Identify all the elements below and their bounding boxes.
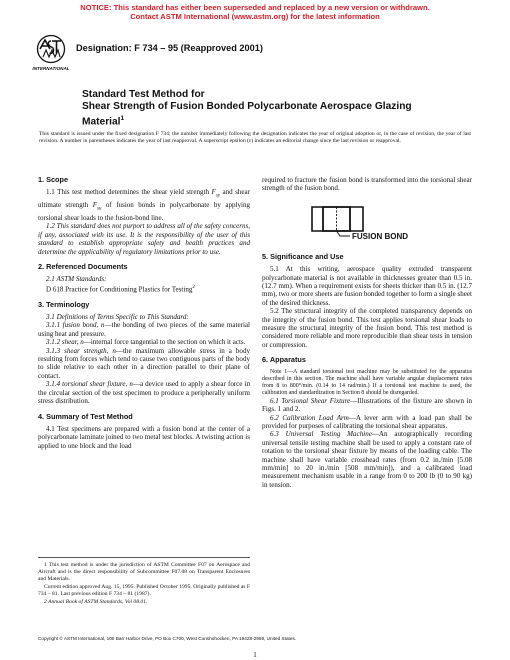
para-3-1-2: 3.1.2 shear, n—internal force tangential to the section on which it acts. <box>46 338 246 347</box>
issuance-statement: This standard is issued under the fixed designation F 734; the number immediately following the designation indicates the year of original adoption or, in the case of revision, the year of last revision. A number in parentheses indicates the year of last reapproval. A superscript epsilon (ε) indicates an editorial change since the last revision or reapproval. <box>39 131 471 144</box>
para-2-1: 2.1 ASTM Standards: <box>46 275 107 284</box>
footnote-2: 2 Annual Book of ASTM Standards, Vol 08.01. <box>44 598 148 605</box>
astm-logo <box>32 34 70 76</box>
para-6-3: 6.3 Universal Testing Machine—An autographically recording universal tensile testing machine shall be used to apply a constant rate of rotation to the torsional shear fixture by means of the loading cable. The machine shall have variable crosshead rates (from 0.2 in./min [5.08 mm/min] to 20 in./min [508 mm/min]), and a calibrated load measurement mechanism usable in a range from 0 to 200 lb (0 to 90 kg) in tension. <box>262 430 472 489</box>
fusion-bond-label: FUSION BOND <box>352 231 408 241</box>
para-4-1: 4.1 Test specimens are prepared with a fusion bond at the center of a polycarbonate laminate joined to two metal test blocks. A twisting action is applied to one block and the load <box>38 424 250 450</box>
para-4-1-continued: required to fracture the fusion bond is transformed into the torsional shear strength of the fusion bond. <box>262 176 472 193</box>
logo-wordmark: INTERNATIONAL <box>32 66 70 71</box>
para-5-1: 5.1 At this writing, aerospace quality extruded transparent polycarbonate material is not available in thicknesses greater than 0.5 in. (12.7 mm). When a requirement exists for sheets thicker than 0.5 in. (12.7 mm), two or more sheets are fusion bonded together to form a single sheet of the desired thickness. <box>262 265 472 307</box>
page-number: 1 <box>253 651 257 659</box>
footnotes <box>38 557 250 606</box>
note-1: Note 1—A standard torsional test machine may be substituted for the apparatus described in this section. The machine shall have variable angular displacement rates from 8 to 800°/min. (0.14 to 14 rad/min.) If a torsional test machine is used, the calibration and standardization in Section 8 should be disregarded. <box>262 368 472 396</box>
section-6-heading: 6. Apparatus <box>262 355 306 365</box>
fusion-bond-diagram <box>310 201 428 243</box>
para-5-2: 5.2 The structural integrity of the completed transparency depends on the integrity of the fusion bond. This test applies torsional shear loads to measure the structural integrity of the fusion bond. This test method is considered more reliable and more reproducible than shear tests in tension or compression. <box>262 307 472 349</box>
document-title <box>82 101 422 128</box>
section-3-heading: 3. Terminology <box>38 299 90 309</box>
para-3-1-4: 3.1.4 torsional shear fixture, n—a device used to apply a shear force in the circular section of the test specimen to produce a peripherally uniform stress distribution. <box>38 380 250 406</box>
left-column <box>38 176 250 450</box>
section-5-heading: 5. Significance and Use <box>262 251 344 261</box>
reference-d618: D 618 Practice for Conditioning Plastics for Testing$^2$ <box>46 284 195 294</box>
right-column <box>262 176 472 489</box>
para-3-1: 3.1 Definitions of Terms Specific to This Standard: <box>46 313 189 322</box>
footnote-1b: Current edition approved Aug. 15, 1995. Published October 1995. Originally published as F 734 – 81. Last previous edition F 734 – 81 (1987). <box>38 583 250 597</box>
section-1-heading: 1. Scope <box>38 175 69 184</box>
standard-label: Standard Test Method for <box>82 89 205 100</box>
title-footnote-mark: 1 <box>120 115 125 122</box>
para-1-1: 1.1 This test method determines the shear yield strength $F_{sy}$ and shear ultimate strength $F_{su}$ of fusion bonds in polycarbonate by applying torsional shear loads to the fusion-bond line. <box>38 188 250 223</box>
para-3-1-1: 3.1.1 fusion bond, n—the bonding of two pieces of the same material using heat and pressure. <box>38 321 250 338</box>
notice-line-1: NOTICE: This standard has either been superseded and replaced by a new version or withdrawn. <box>80 3 430 12</box>
section-2-heading: 2. Referenced Documents <box>38 262 128 272</box>
section-4-heading: 4. Summary of Test Method <box>38 411 133 421</box>
footnote-1a: 1 This test method is under the jurisdiction of ASTM Committee F07 on Aerospace and Aircraft and is the direct responsibility of Subcommittee F07.08 on Transparent Enclosures and Materials. <box>38 562 250 582</box>
withdrawal-notice <box>0 3 510 21</box>
para-6-1: 6.1 Torsional Shear Fixture—Illustrations of the fixture are shown in Figs. 1 and 2. <box>262 396 473 414</box>
title-text: Shear Strength of Fusion Bonded Polycarbonate Aerospace Glazing Material <box>82 101 412 128</box>
designation: Designation: F 734 – 95 (Reapproved 2001) <box>76 43 263 53</box>
para-1-2: 1.2 This standard does not purport to address all of the safety concerns, if any, associated with its use. It is the responsibility of the user of this standard to establish appropriate safety and health practices and determine the applicability of regulatory limitations prior to use. <box>38 222 250 256</box>
para-6-2: 6.2 Calibration Load Arm—A lever arm with a load pan shall be provided for purposes of calibrating the torsional shear apparatus. <box>262 413 472 430</box>
copyright-line: Copyright © ASTM International, 100 Barr Harbor Drive, PO Box C700, West Conshohocken, PA 19428-2959, United States. <box>38 636 297 641</box>
para-3-1-3: 3.1.3 shear strength, n—the maximum allowable stress in a body resulting from forces which tend to cause two contiguous parts of the body to slide relative to each other in a direction parallel to their plane of contact. <box>38 346 250 380</box>
notice-line-2: Contact ASTM International (www.astm.org) for the latest information <box>130 12 380 21</box>
